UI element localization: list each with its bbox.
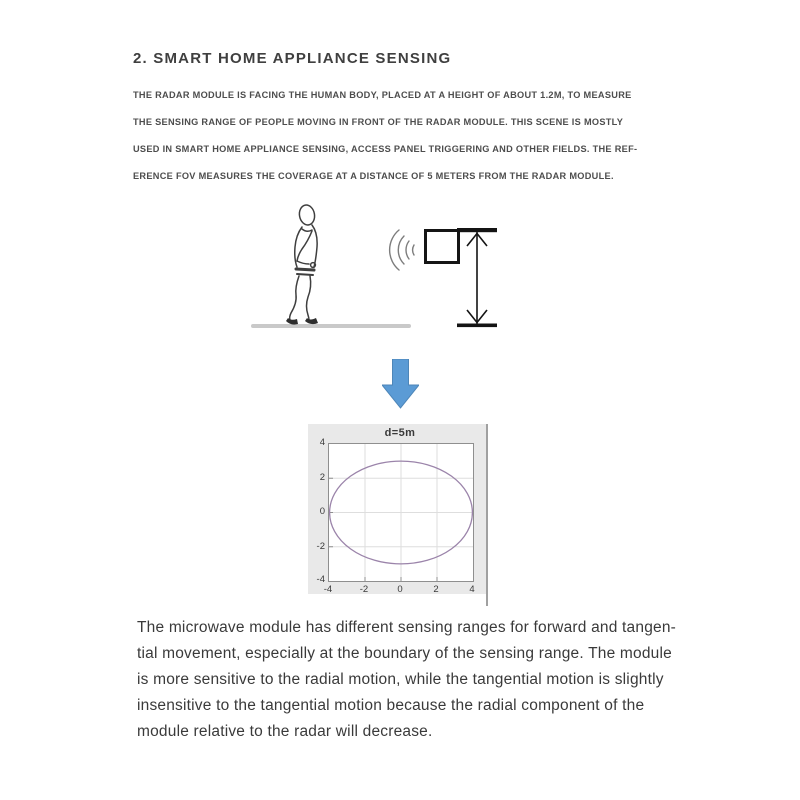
body-line: insensitive to the tangential motion because the radial component of the xyxy=(137,697,645,714)
front-shoe xyxy=(286,318,298,325)
intro-line: THE RADAR MODULE IS FACING THE HUMAN BODY, PLACED AT A HEIGHT OF ABOUT 1.2M, TO MEASURE xyxy=(133,90,632,100)
down-arrow-shape xyxy=(382,359,419,408)
walking-person-icon xyxy=(278,203,328,328)
height-measure-arrow-icon xyxy=(456,228,498,328)
x-axis-tick-label: 4 xyxy=(469,584,475,595)
plot-area xyxy=(328,443,474,582)
x-axis-tick-label: 0 xyxy=(397,584,403,595)
chart-title: d=5m xyxy=(384,427,416,439)
chart-right-edge xyxy=(486,424,488,606)
radar-waves-icon xyxy=(385,228,419,272)
body-line: The microwave module has different sensing ranges for forward and tangen- xyxy=(137,619,677,636)
intro-line: USED IN SMART HOME APPLIANCE SENSING, ACCESS PANEL TRIGGERING AND OTHER FIELDS. THE REF- xyxy=(133,144,638,154)
y-axis-tick-label: 0 xyxy=(319,506,325,517)
y-axis-tick-label: 2 xyxy=(319,471,325,483)
ground-line xyxy=(251,324,411,328)
back-shoe xyxy=(305,318,318,324)
down-arrow-icon xyxy=(382,359,419,409)
radar-module-box xyxy=(424,229,460,264)
plot-canvas xyxy=(329,444,473,581)
x-axis-tick-label: -2 xyxy=(359,584,369,595)
intro-line: THE SENSING RANGE OF PEOPLE MOVING IN FRONT OF THE RADAR MODULE. THIS SCENE IS MOSTLY xyxy=(133,117,624,127)
y-axis-tick-label: 4 xyxy=(319,437,325,448)
body-line: is more sensitive to the radial motion, while the tangential motion is slightly xyxy=(137,671,664,688)
intro-paragraph xyxy=(133,82,637,190)
body-line: tial movement, especially at the boundary of the sensing range. The module xyxy=(137,645,672,662)
y-axis-tick-label: -2 xyxy=(316,540,325,552)
body-paragraph xyxy=(137,615,676,745)
axis-ticks xyxy=(329,478,437,581)
grid-lines xyxy=(329,444,473,581)
x-axis-tick-label: -4 xyxy=(323,584,333,595)
intro-line: ERENCE FOV MEASURES THE COVERAGE AT A DISTANCE OF 5 METERS FROM THE RADAR MODULE. xyxy=(133,171,614,181)
body-line: module relative to the radar will decrease. xyxy=(137,723,433,740)
x-axis-tick-label: 2 xyxy=(433,584,439,595)
y-axis-tick-label: -4 xyxy=(316,574,325,585)
page-title: 2. SMART HOME APPLIANCE SENSING xyxy=(133,50,452,67)
